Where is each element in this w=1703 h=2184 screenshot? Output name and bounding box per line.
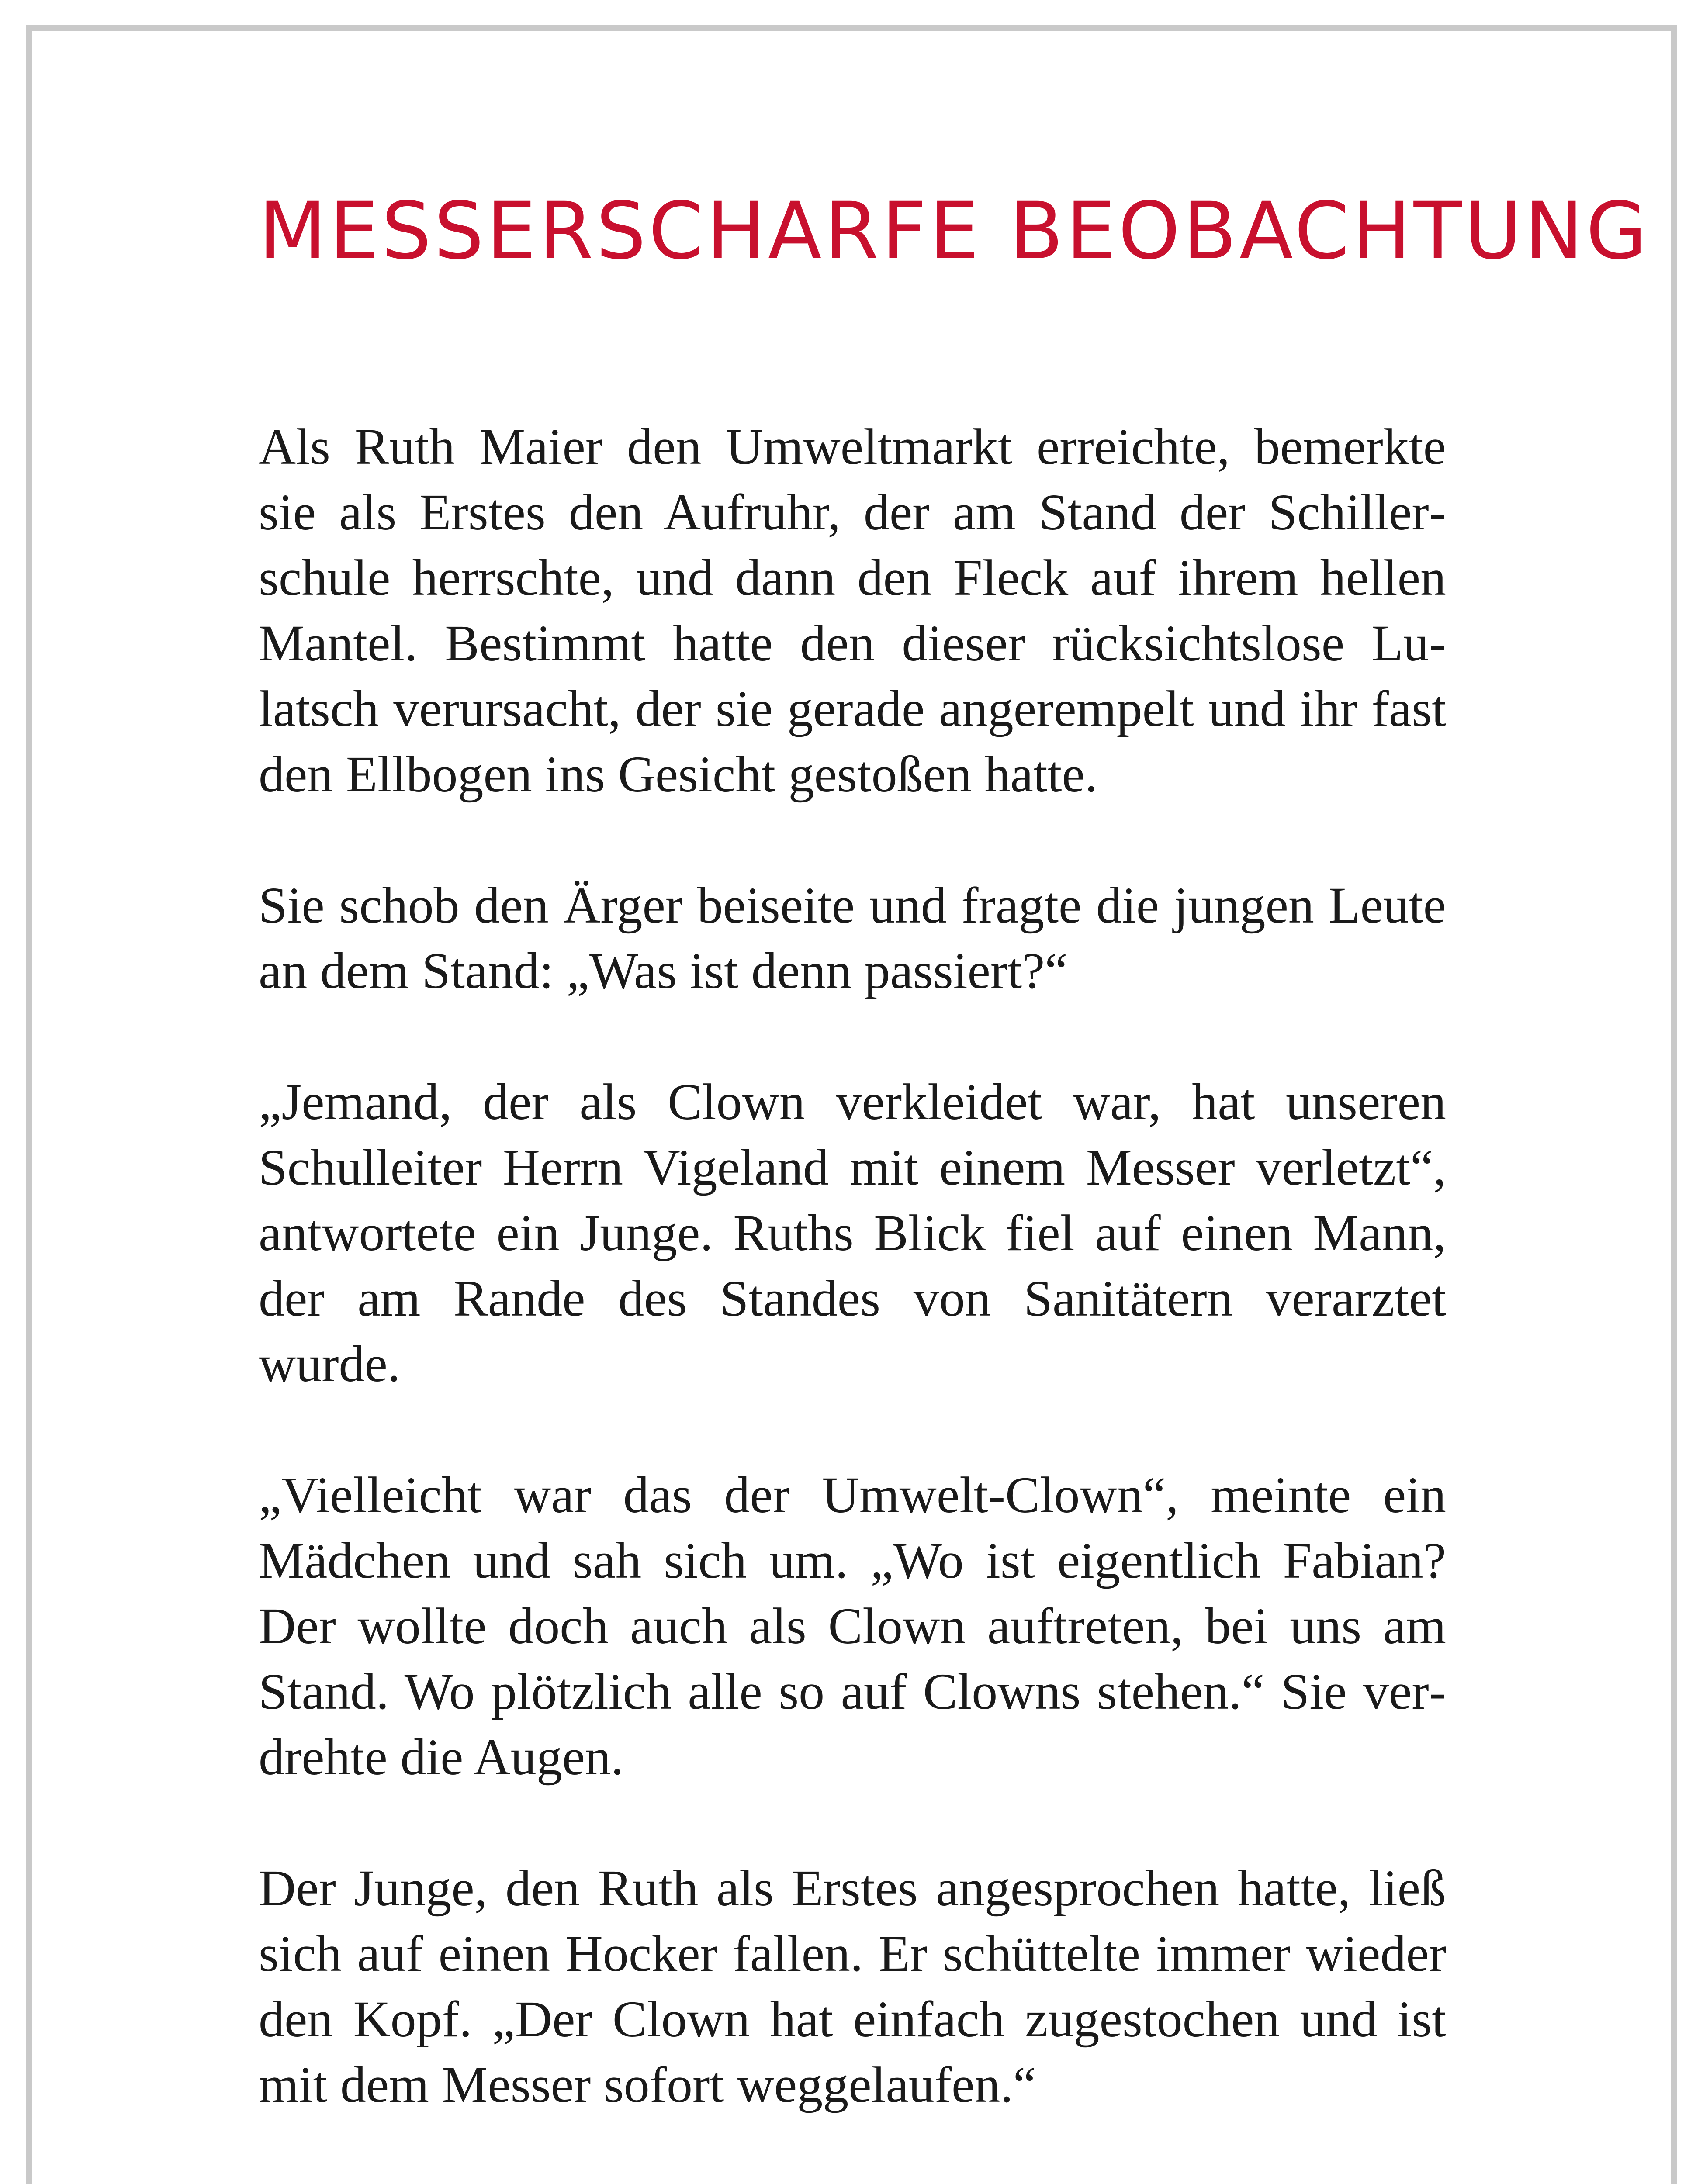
paragraph-2: Sie schob den Ärger beiseite und fragte die jungen Leute an dem Stand: „Was ist denn passiert?“: [259, 877, 1446, 999]
body-text: [259, 414, 1446, 2183]
paragraph-1: Als Ruth Maier den Umweltmarkt erreichte, bemerkte sie als Erstes den Aufruhr, der am Stand der Schillerschule herrschte, und dann den Fleck auf ihrem hellen Mantel. Bestimmt hatte den dieser rücksichtslose Lulatsch verursacht, der sie gerade angerempelt und ihr fast den Ellbogen ins Gesicht gestoßen hatte.: [259, 418, 1446, 803]
paragraph-5: Der Junge, den Ruth als Erstes angesprochen hatte, ließ sich auf einen Hocker fallen. Er schüttelte immer wieder den Kopf. „Der Clown hat einfach zugestochen und ist mit dem Messer sofort weggelaufen.“: [259, 1859, 1446, 2113]
paragraph-4: „Vielleicht war das der Umwelt-Clown“, meinte ein Mädchen und sah sich um. „Wo ist eigentlich Fabian? Der wollte doch auch als Clown auftreten, bei uns am Stand. Wo plötzlich alle so auf Clowns stehen.“ Sie verdrehte die Augen.: [259, 1466, 1446, 1786]
paragraph-3: „Jemand, der als Clown verkleidet war, hat unseren Schulleiter Herrn Vigeland mit einem Messer verletzt“, antwortete ein Junge. Ruths Blick fiel auf einen Mann, der am Rande des Standes von Sanitätern verarztet wurde.: [259, 1073, 1446, 1393]
chapter-title: MESSERSCHARFE BEOBACHTUNG: [259, 186, 1650, 277]
